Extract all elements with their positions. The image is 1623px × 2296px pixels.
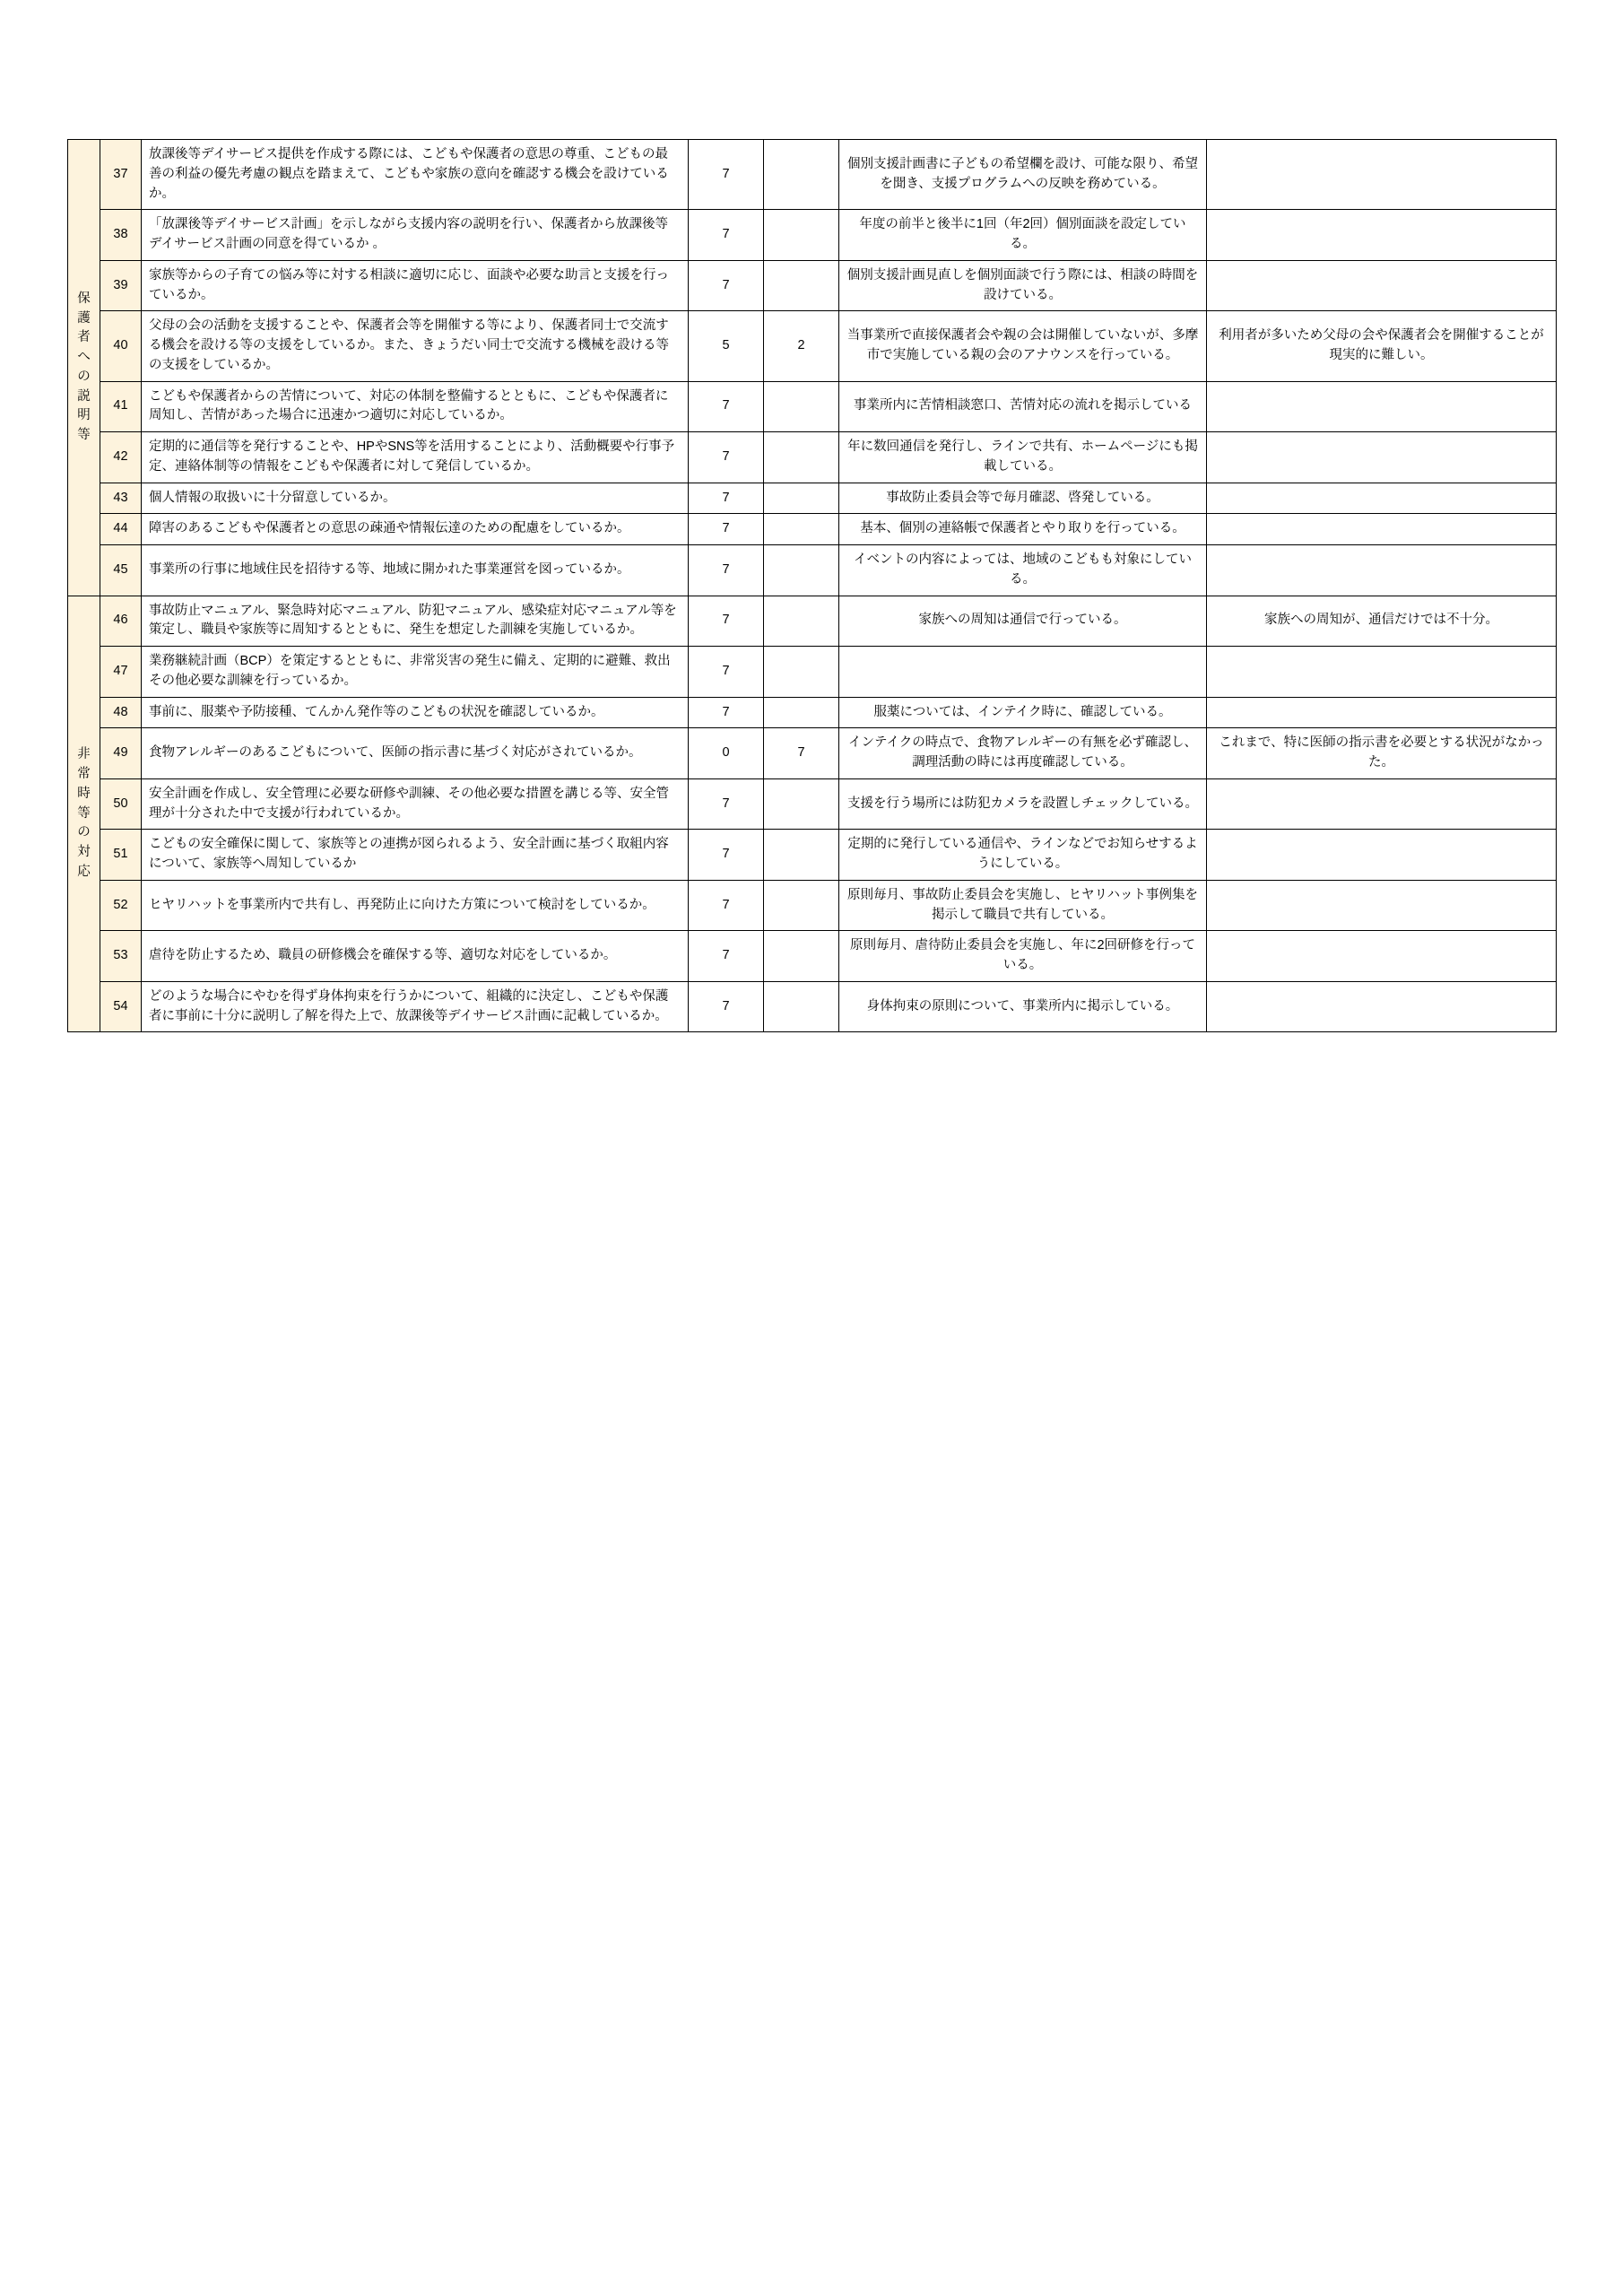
table-row [68, 483, 1557, 514]
row-note: これまで、特に医師の指示書を必要とする状況がなかった。 [1207, 728, 1557, 779]
row-comment: インテイクの時点で、食物アレルギーの有無を必ず確認し、調理活動の時には再度確認している。 [839, 728, 1207, 779]
row-comment: 当事業所で直接保護者会や親の会は開催していないが、多摩市で実施している親の会のアナウンスを行っている。 [839, 311, 1207, 381]
table-row [68, 931, 1557, 982]
row-item-text: こどもや保護者からの苦情について、対応の体制を整備するとともに、こどもや保護者に周知し、苦情があった場合に迅速かつ適切に対応しているか。 [142, 381, 689, 432]
row-note: 家族への周知が、通信だけでは不十分。 [1207, 596, 1557, 647]
row-score2 [764, 981, 839, 1032]
row-score1: 7 [689, 210, 764, 261]
row-note [1207, 981, 1557, 1032]
row-comment: 原則毎月、虐待防止委員会を実施し、年に2回研修を行っている。 [839, 931, 1207, 982]
row-score1: 0 [689, 728, 764, 779]
row-comment: 支援を行う場所には防犯カメラを設置しチェックしている。 [839, 778, 1207, 830]
row-number: 46 [100, 596, 142, 647]
row-comment: イベントの内容によっては、地域のこどもも対象にしている。 [839, 545, 1207, 596]
table-row [68, 311, 1557, 381]
row-score1: 7 [689, 381, 764, 432]
row-score2 [764, 647, 839, 698]
row-item-text: 事前に、服薬や予防接種、てんかん発作等のこどもの状況を確認しているか。 [142, 697, 689, 728]
row-item-text: どのような場合にやむを得ず身体拘束を行うかについて、組織的に決定し、こどもや保護者に事前に十分に説明し了解を得た上で、放課後等デイサービス計画に記載しているか。 [142, 981, 689, 1032]
row-comment: 身体拘束の原則について、事業所内に掲示している。 [839, 981, 1207, 1032]
row-score2 [764, 140, 839, 210]
row-score1: 7 [689, 880, 764, 931]
row-number: 39 [100, 260, 142, 311]
row-number: 37 [100, 140, 142, 210]
row-note [1207, 432, 1557, 483]
row-item-text: 業務継続計画（BCP）を策定するとともに、非常災害の発生に備え、定期的に避難、救出その他必要な訓練を行っているか。 [142, 647, 689, 698]
row-number: 47 [100, 647, 142, 698]
row-score2 [764, 210, 839, 261]
row-number: 40 [100, 311, 142, 381]
row-note [1207, 210, 1557, 261]
row-score2 [764, 381, 839, 432]
row-comment: 原則毎月、事故防止委員会を実施し、ヒヤリハット事例集を掲示して職員で共有している。 [839, 880, 1207, 931]
row-number: 53 [100, 931, 142, 982]
row-score1: 7 [689, 778, 764, 830]
row-note [1207, 483, 1557, 514]
row-comment: 個別支援計画見直しを個別面談で行う際には、相談の時間を設けている。 [839, 260, 1207, 311]
row-score1: 7 [689, 697, 764, 728]
table-row [68, 778, 1557, 830]
table-row [68, 981, 1557, 1032]
table-row [68, 210, 1557, 261]
row-comment: 基本、個別の連絡帳で保護者とやり取りを行っている。 [839, 514, 1207, 545]
row-item-text: 食物アレルギーのあるこどもについて、医師の指示書に基づく対応がされているか。 [142, 728, 689, 779]
row-item-text: 放課後等デイサービス提供を作成する際には、こどもや保護者の意思の尊重、こどもの最善の利益の優先考慮の観点を踏まえて、こどもや家族の意向を確認する機会を設けているか。 [142, 140, 689, 210]
table-row [68, 830, 1557, 881]
table-row [68, 728, 1557, 779]
group-label-emergency [68, 596, 100, 1032]
row-number: 45 [100, 545, 142, 596]
table-row [68, 545, 1557, 596]
row-number: 38 [100, 210, 142, 261]
row-item-text: 事業所の行事に地域住民を招待する等、地域に開かれた事業運営を図っているか。 [142, 545, 689, 596]
row-comment [839, 647, 1207, 698]
table-row [68, 880, 1557, 931]
row-score1: 7 [689, 140, 764, 210]
row-comment: 定期的に発行している通信や、ラインなどでお知らせするようにしている。 [839, 830, 1207, 881]
row-item-text: 虐待を防止するため、職員の研修機会を確保する等、適切な対応をしているか。 [142, 931, 689, 982]
row-score2 [764, 432, 839, 483]
row-score2 [764, 483, 839, 514]
row-score1: 7 [689, 483, 764, 514]
group-label-text: 保護者への説明等 [77, 291, 91, 442]
row-item-text: 個人情報の取扱いに十分留意しているか。 [142, 483, 689, 514]
row-score1: 7 [689, 432, 764, 483]
row-score1: 7 [689, 596, 764, 647]
row-number: 50 [100, 778, 142, 830]
row-note [1207, 514, 1557, 545]
row-item-text: 「放課後等デイサービス計画」を示しながら支援内容の説明を行い、保護者から放課後等デイサービス計画の同意を得ているか 。 [142, 210, 689, 261]
row-item-text: 家族等からの子育ての悩み等に対する相談に適切に応じ、面談や必要な助言と支援を行っているか。 [142, 260, 689, 311]
row-number: 42 [100, 432, 142, 483]
row-note: 利用者が多いため父母の会や保護者会を開催することが現実的に難しい。 [1207, 311, 1557, 381]
row-note [1207, 880, 1557, 931]
row-number: 54 [100, 981, 142, 1032]
row-item-text: ヒヤリハットを事業所内で共有し、再発防止に向けた方策について検討をしているか。 [142, 880, 689, 931]
row-note [1207, 697, 1557, 728]
table-row [68, 514, 1557, 545]
row-score2 [764, 514, 839, 545]
row-comment: 個別支援計画書に子どもの希望欄を設け、可能な限り、希望を聞き、支援プログラムへの反映を務めている。 [839, 140, 1207, 210]
row-item-text: 父母の会の活動を支援することや、保護者会等を開催する等により、保護者同士で交流する機会を設ける等の支援をしているか。また、きょうだい同士で交流する機械を設ける等の支援をしているか。 [142, 311, 689, 381]
row-note [1207, 381, 1557, 432]
row-comment: 服薬については、インテイク時に、確認している。 [839, 697, 1207, 728]
table-row [68, 647, 1557, 698]
row-score2 [764, 260, 839, 311]
row-number: 49 [100, 728, 142, 779]
row-note [1207, 260, 1557, 311]
row-comment: 事故防止委員会等で毎月確認、啓発している。 [839, 483, 1207, 514]
row-note [1207, 545, 1557, 596]
row-score2 [764, 931, 839, 982]
row-comment: 年度の前半と後半に1回（年2回）個別面談を設定している。 [839, 210, 1207, 261]
group-label-text: 非常時等の対応 [77, 747, 91, 879]
row-number: 41 [100, 381, 142, 432]
row-number: 48 [100, 697, 142, 728]
table-row [68, 140, 1557, 210]
row-note [1207, 830, 1557, 881]
self-evaluation-table [67, 139, 1557, 1032]
row-score1: 7 [689, 514, 764, 545]
row-score2 [764, 697, 839, 728]
row-score2 [764, 830, 839, 881]
row-score2 [764, 596, 839, 647]
row-score2: 2 [764, 311, 839, 381]
row-comment: 家族への周知は通信で行っている。 [839, 596, 1207, 647]
row-number: 51 [100, 830, 142, 881]
row-item-text: 定期的に通信等を発行することや、HPやSNS等を活用することにより、活動概要や行事予定、連絡体制等の情報をこどもや保護者に対して発信しているか。 [142, 432, 689, 483]
table-row [68, 697, 1557, 728]
row-score1: 7 [689, 830, 764, 881]
row-score1: 7 [689, 647, 764, 698]
row-score1: 5 [689, 311, 764, 381]
row-item-text: こどもの安全確保に関して、家族等との連携が図られるよう、安全計画に基づく取組内容について、家族等へ周知しているか [142, 830, 689, 881]
row-note [1207, 778, 1557, 830]
table-row [68, 596, 1557, 647]
row-number: 43 [100, 483, 142, 514]
row-comment: 事業所内に苦情相談窓口、苦情対応の流れを掲示している [839, 381, 1207, 432]
row-score1: 7 [689, 260, 764, 311]
table-row [68, 381, 1557, 432]
row-comment: 年に数回通信を発行し、ラインで共有、ホームページにも掲載している。 [839, 432, 1207, 483]
row-score2 [764, 778, 839, 830]
table-row [68, 432, 1557, 483]
row-item-text: 障害のあるこどもや保護者との意思の疎通や情報伝達のための配慮をしているか。 [142, 514, 689, 545]
row-score2 [764, 545, 839, 596]
row-number: 44 [100, 514, 142, 545]
row-score1: 7 [689, 981, 764, 1032]
row-note [1207, 647, 1557, 698]
table-row [68, 260, 1557, 311]
row-number: 52 [100, 880, 142, 931]
row-score2: 7 [764, 728, 839, 779]
row-item-text: 事故防止マニュアル、緊急時対応マニュアル、防犯マニュアル、感染症対応マニュアル等を策定し、職員や家族等に周知するとともに、発生を想定した訓練を実施しているか。 [142, 596, 689, 647]
group-label-caregiver [68, 140, 100, 596]
row-score1: 7 [689, 931, 764, 982]
row-item-text: 安全計画を作成し、安全管理に必要な研修や訓練、その他必要な措置を講じる等、安全管理が十分された中で支援が行われているか。 [142, 778, 689, 830]
row-score2 [764, 880, 839, 931]
table-body [68, 140, 1557, 1032]
row-note [1207, 931, 1557, 982]
row-score1: 7 [689, 545, 764, 596]
row-note [1207, 140, 1557, 210]
